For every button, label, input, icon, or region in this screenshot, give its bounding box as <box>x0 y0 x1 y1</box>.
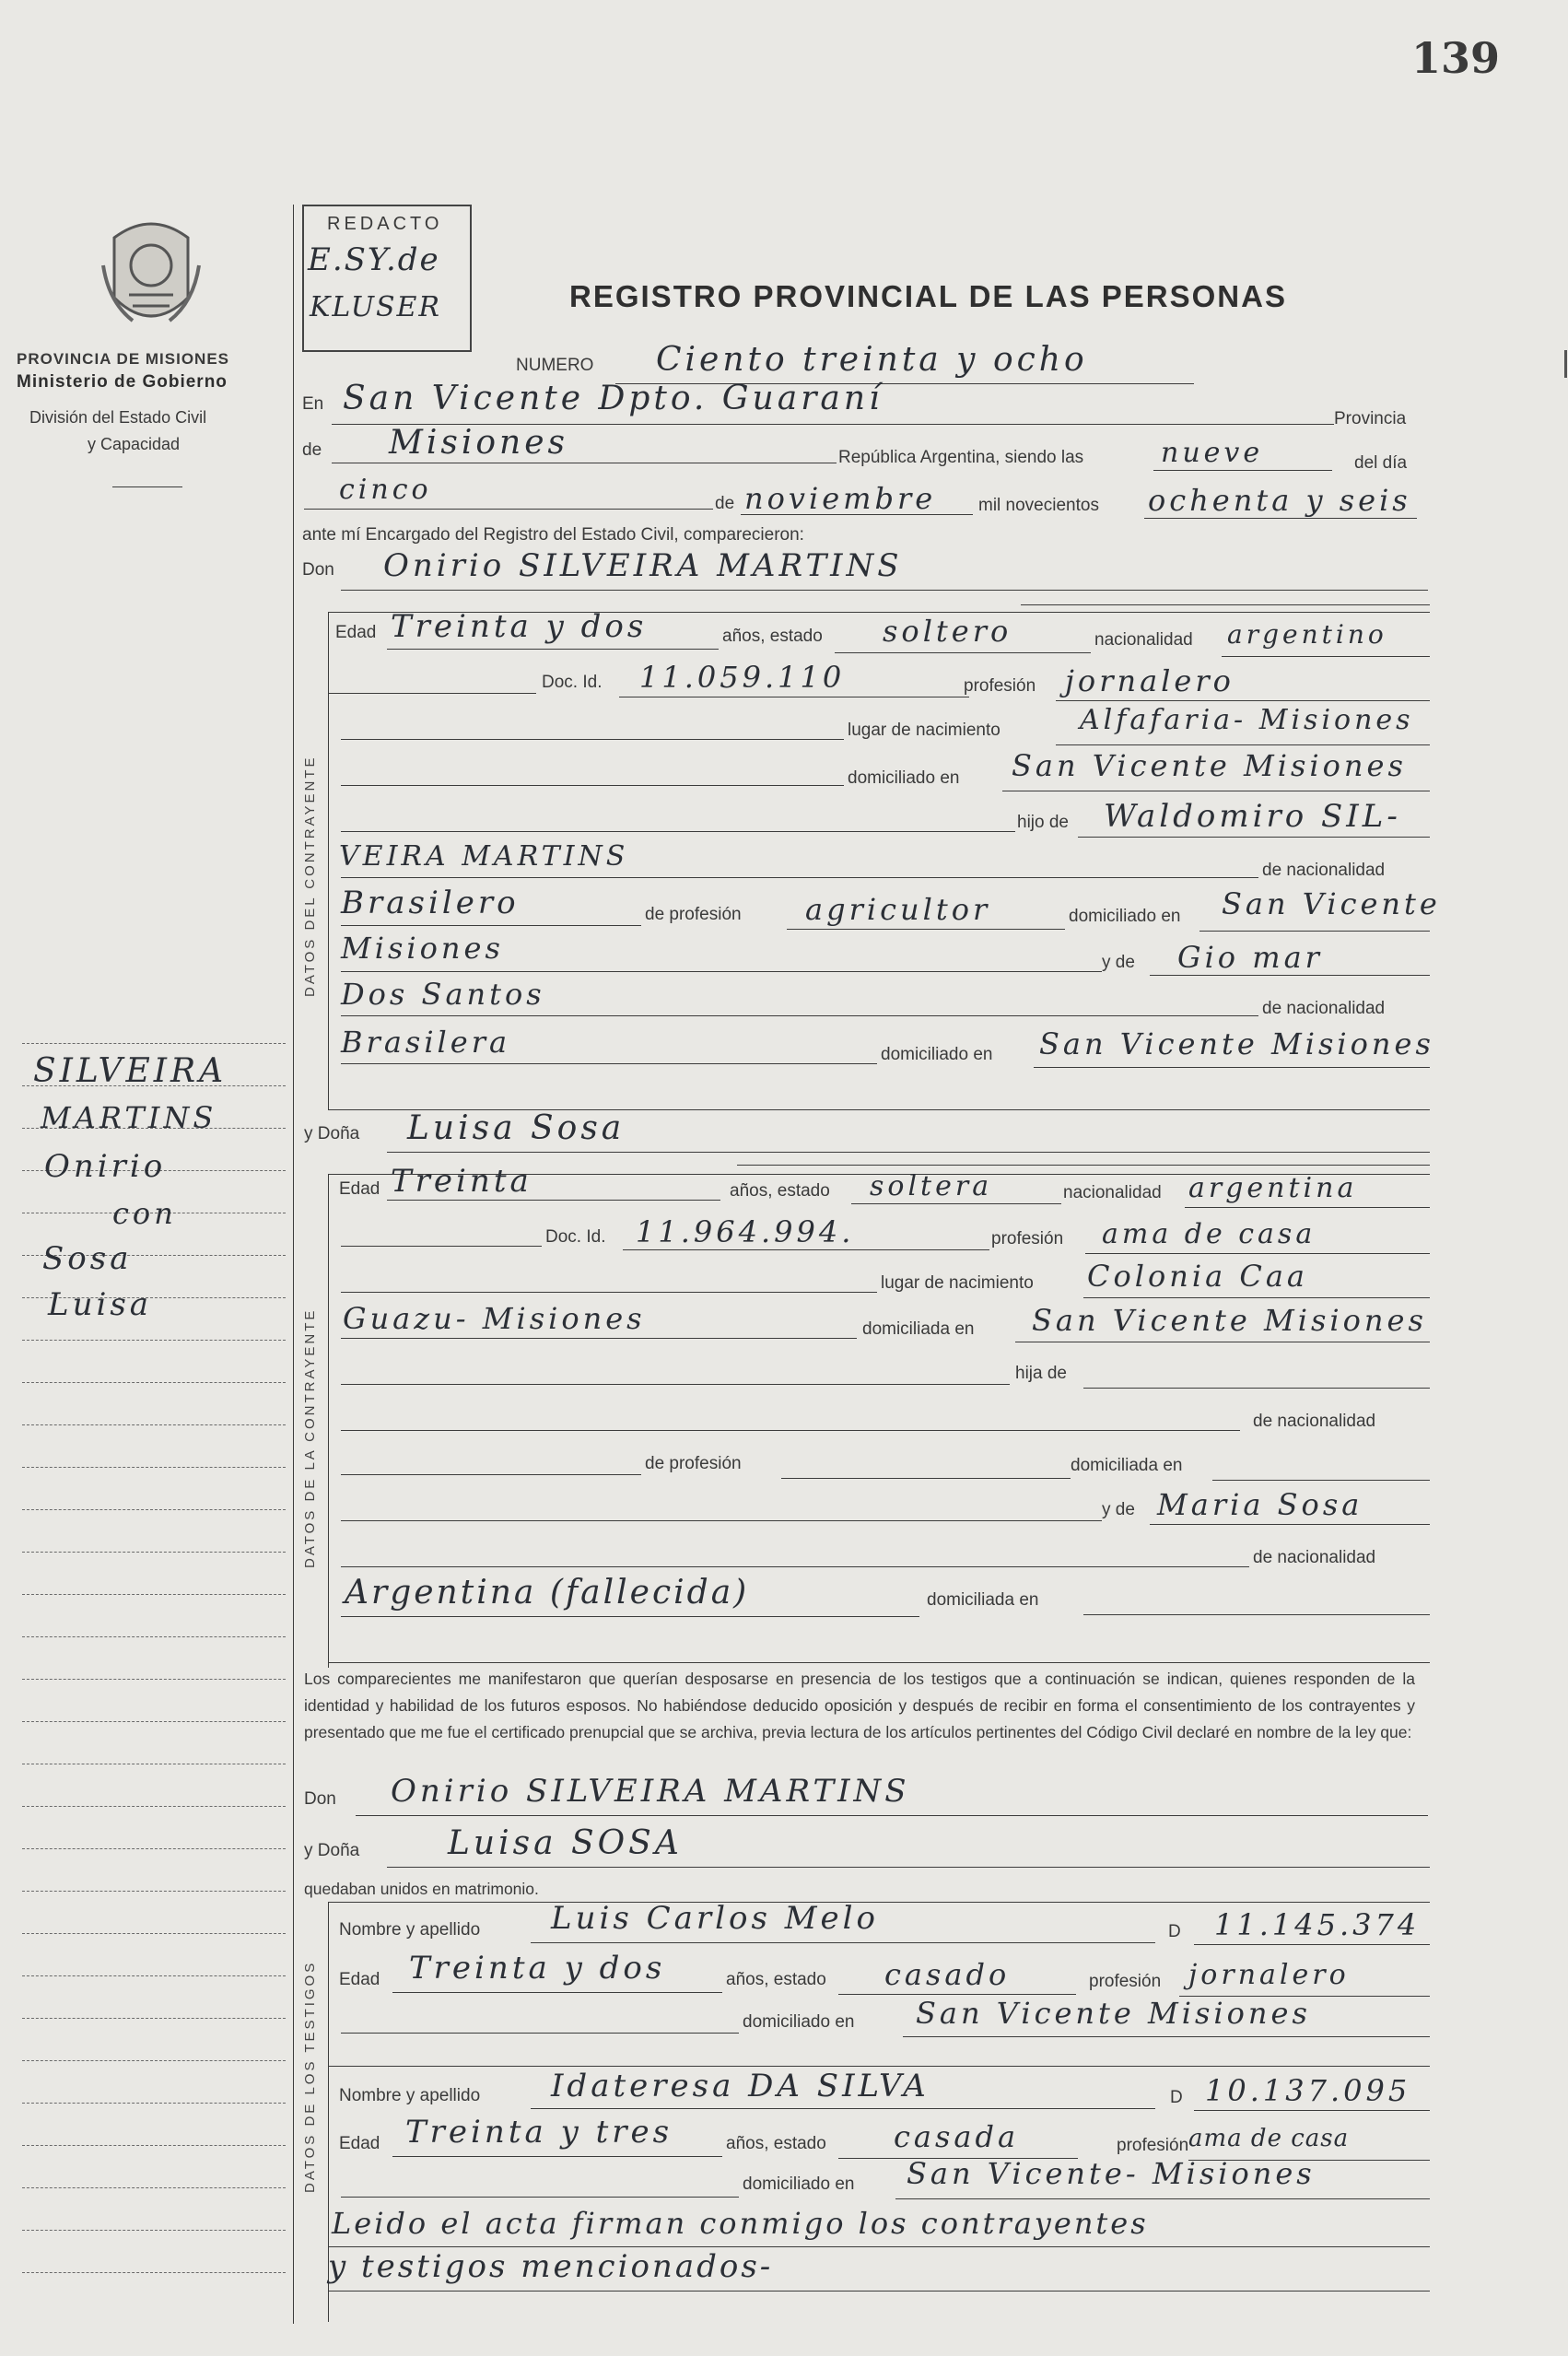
margin-note-5: Sosa <box>42 1240 133 1277</box>
label-republica: República Argentina, siendo las <box>838 448 1084 467</box>
label-mil: mil novecientos <box>978 496 1099 515</box>
hw-profesion: jornalero <box>1065 663 1235 698</box>
margin-rule <box>22 2060 286 2061</box>
hw-don: Onirio SILVEIRA MARTINS <box>383 547 903 584</box>
margin-rule <box>22 1594 286 1595</box>
label-edad-t: Edad <box>339 1970 380 1989</box>
label-de: de <box>302 440 322 460</box>
rule-padre-dom <box>1199 931 1430 932</box>
rule-hija2 <box>341 1430 1240 1431</box>
rule-edad-t2 <box>392 2156 722 2157</box>
label-edad-t2: Edad <box>339 2134 380 2153</box>
hw-madre-f-nac: Argentina (fallecida) <box>345 1574 750 1612</box>
hw-testigo2-doc: 10.137.095 <box>1205 2073 1411 2108</box>
label-anos-estado: años, estado <box>722 627 823 646</box>
province-line2: Ministerio de Gobierno <box>17 372 228 392</box>
hw-dona2: Luisa SOSA <box>448 1824 683 1862</box>
hw-edad: Treinta y dos <box>391 608 648 645</box>
margin-rule <box>22 1467 286 1468</box>
rule-hijo <box>1078 837 1430 838</box>
label-lugar-nac: lugar de nacimiento <box>848 721 1000 740</box>
rule-testigo2 <box>531 2108 1155 2109</box>
label-edad: Edad <box>335 623 377 642</box>
margin-rule <box>22 1679 286 1680</box>
margin-note-4: con <box>112 1196 177 1231</box>
rule-prof-f2 <box>781 1478 1071 1479</box>
province-line1: PROVINCIA DE MISIONES <box>17 350 230 368</box>
rule-dom-t <box>903 2036 1430 2037</box>
rule-edad-f <box>387 1200 720 1201</box>
rule-lugar-f-pre <box>341 1292 877 1293</box>
label-hija-de: hija de <box>1015 1364 1067 1383</box>
rule-dom-t2 <box>895 2198 1430 2199</box>
label-domiciliado-t: domiciliado en <box>743 2012 855 2032</box>
hw-anio: ochenta y seis <box>1148 483 1411 518</box>
province-line4: y Capacidad <box>88 435 181 453</box>
hw-dom-f: San Vicente Misiones <box>1032 1303 1427 1338</box>
rule-doc-pre <box>328 693 536 694</box>
contrayente-f-box-left <box>328 1174 329 1668</box>
label-de-nacionalidad-f: de nacionalidad <box>1253 1412 1376 1431</box>
rule-madre-f <box>1150 1524 1430 1525</box>
label-de-nacionalidad-f2: de nacionalidad <box>1253 1548 1376 1567</box>
rule-hija-pre <box>341 1384 1010 1385</box>
province-divider <box>112 486 182 487</box>
rule-padre-nac <box>341 925 641 926</box>
rule-hijo2 <box>341 877 1258 878</box>
label-profesion: profesión <box>964 676 1036 696</box>
margin-note-2: MARTINS <box>41 1100 217 1135</box>
hw-de: Misiones <box>389 424 569 462</box>
label-domiciliada: domiciliada en <box>862 1319 975 1339</box>
label-del-dia: del día <box>1354 453 1408 473</box>
rule-estado-f <box>851 1203 1061 1204</box>
label-d2: D <box>1170 2088 1183 2107</box>
label-hijo-de: hijo de <box>1017 813 1069 832</box>
rule-prof-f-pre <box>341 1474 641 1475</box>
margin-rule <box>22 1424 286 1425</box>
margin-rule <box>22 1975 286 1976</box>
redacto-line1: E.SY.de <box>308 241 440 278</box>
label-don2: Don <box>304 1789 336 1809</box>
label-don: Don <box>302 560 334 580</box>
rule-dom-f2 <box>1212 1480 1430 1481</box>
hw-madre-dom: San Vicente Misiones <box>1039 1026 1434 1061</box>
hw-hijo-de: Waldomiro SIL- <box>1104 798 1401 835</box>
label-datos-contrayente-f: DATOS DE LA CONTRAYENTE <box>302 1307 318 1568</box>
hw-testigo2-prof: ama de casa <box>1188 2125 1350 2152</box>
hw-testigo1-dom: San Vicente Misiones <box>916 1996 1311 2031</box>
rule-padre-prof <box>787 929 1065 930</box>
label-nacionalidad-f: nacionalidad <box>1063 1183 1162 1202</box>
label-domiciliado-t2: domiciliado en <box>743 2174 855 2194</box>
label-datos-contrayente: DATOS DEL CONTRAYENTE <box>302 755 318 997</box>
margin-rule <box>22 1382 286 1383</box>
hw-doc-f: 11.964.994. <box>636 1214 855 1249</box>
redacto-line2: KLUSER <box>310 291 442 323</box>
hw-testigo1-prof: jornalero <box>1188 1959 1350 1991</box>
rule-testigo2-doc <box>1194 2110 1430 2111</box>
hw-madre-nac: Brasilera <box>341 1025 511 1060</box>
document-title: REGISTRO PROVINCIAL DE LAS PERSONAS <box>569 279 1287 313</box>
label-de2: de <box>715 494 735 513</box>
margin-rule <box>22 2272 286 2273</box>
hw-hora: nueve <box>1161 437 1264 469</box>
label-y-dona: y Doña <box>304 1124 360 1143</box>
margin-rule <box>22 2230 286 2231</box>
label-de-nacionalidad: de nacionalidad <box>1262 861 1386 880</box>
rule-lugar-f2 <box>341 1338 857 1339</box>
hw-testigo1-doc: 11.145.374 <box>1214 1907 1421 1942</box>
rule-madre <box>1150 975 1430 976</box>
rule-don2 <box>1021 604 1430 605</box>
rule-dom-t-pre <box>341 2033 739 2034</box>
rule-yde-f-pre <box>341 1520 1102 1521</box>
margin-rule <box>22 2018 286 2019</box>
label-y-dona2: y Doña <box>304 1841 360 1860</box>
rule-dom-t2-pre <box>341 2197 739 2198</box>
label-de-profesion: de profesión <box>645 905 742 924</box>
page-number: 139 <box>1411 33 1501 83</box>
rule-testigo1 <box>531 1942 1155 1943</box>
rule-madre2 <box>341 1015 1258 1016</box>
rule-doc-f <box>623 1249 989 1250</box>
rule-don-final <box>356 1815 1428 1816</box>
hw-don2: Onirio SILVEIRA MARTINS <box>391 1773 910 1810</box>
label-anos-estado-t: años, estado <box>726 1970 826 1989</box>
rule-madre-f-nac <box>341 1616 919 1617</box>
rule-anio <box>1144 518 1417 519</box>
rule-estado <box>835 652 1091 653</box>
hw-numero: Ciento treinta y ocho <box>656 341 1088 379</box>
label-de-nacionalidad2: de nacionalidad <box>1262 999 1386 1018</box>
margin-rule <box>22 2103 286 2104</box>
margin-rule <box>22 1933 286 1934</box>
rule-hijo-pre <box>341 831 1015 832</box>
hw-estado-f: soltera <box>870 1170 993 1202</box>
hw-nacionalidad: argentino <box>1227 619 1387 650</box>
rule-cierre2 <box>328 2291 1430 2292</box>
margin-rule <box>22 1043 286 1044</box>
hw-testigo2-edad: Treinta y tres <box>405 2114 673 2151</box>
redacto-label: REDACTO <box>327 214 443 234</box>
label-anos-estado-f: años, estado <box>730 1181 830 1201</box>
hw-cierre2: y testigos mencionados- <box>328 2248 774 2285</box>
hw-testigo2: Idateresa DA SILVA <box>551 2068 930 2104</box>
label-nombre-apellido2: Nombre y apellido <box>339 2086 481 2105</box>
hw-lugar-f2: Guazu- Misiones <box>343 1301 646 1336</box>
hw-cierre1: Leido el acta firman conmigo los contrayentes <box>332 2206 1149 2241</box>
hw-mes: noviembre <box>744 481 937 516</box>
testigos-divider <box>328 2066 1430 2067</box>
hw-prof-f: ama de casa <box>1102 1218 1316 1250</box>
rule-padre-dom2 <box>341 971 1102 972</box>
hw-dia: cinco <box>339 474 432 506</box>
label-doc-f: Doc. Id. <box>545 1227 606 1247</box>
hw-madre2: Dos Santos <box>341 977 545 1012</box>
rule-madre-f2 <box>341 1566 1249 1567</box>
hw-padre-dom2: Misiones <box>341 931 504 966</box>
rule-edad <box>387 649 719 650</box>
label-doc: Doc. Id. <box>542 673 603 692</box>
rule-hija <box>1083 1388 1430 1389</box>
label-de-profesion-f: de profesión <box>645 1454 742 1473</box>
hw-doc: 11.059.110 <box>639 660 846 695</box>
hw-en: San Vicente Dpto. Guaraní <box>343 380 883 417</box>
coat-of-arms-emblem <box>96 210 206 344</box>
rule-dona-final <box>387 1867 1430 1868</box>
hw-testigo1: Luis Carlos Melo <box>551 1900 880 1937</box>
declaration-paragraph: Los comparecientes me manifestaron que querían desposarse en presencia de los testigos que a continuación se indican, quienes responden de la identidad y habilidad de los futuros esposos. No habiéndose deducido oposición y después de recibir en forma el consentimiento de los contrayentes y presentado que me fue el certificado prenupcial que se archiva, previa lectura de los artículos pertinentes del Código Civil declaré en nombre de la ley que: <box>304 1670 1415 1741</box>
hw-hijo-de2: VEIRA MARTINS <box>339 840 629 873</box>
hw-dona: Luisa Sosa <box>407 1109 626 1147</box>
margin-rule <box>22 1891 286 1892</box>
hw-testigo1-estado: casado <box>884 1957 1011 1992</box>
rule-profesion <box>1056 700 1430 701</box>
hw-edad-f: Treinta <box>391 1163 532 1200</box>
margin-rule <box>22 1636 286 1637</box>
margin-note-1: SILVEIRA <box>33 1052 228 1090</box>
label-domiciliado2: domiciliado en <box>1069 907 1181 926</box>
label-nacionalidad: nacionalidad <box>1094 630 1193 650</box>
label-nombre-apellido: Nombre y apellido <box>339 1920 481 1940</box>
label-ante: ante mí Encargado del Registro del Estado Civil, comparecieron: <box>302 525 804 545</box>
label-quedaban: quedaban unidos en matrimonio. <box>304 1880 539 1898</box>
rule-hora <box>1153 470 1332 471</box>
label-lugar-nac-f: lugar de nacimiento <box>881 1273 1034 1293</box>
label-edad-f: Edad <box>339 1179 380 1199</box>
label-datos-testigos: DATOS DE LOS TESTIGOS <box>302 1960 318 2193</box>
rule-doc-f-pre <box>341 1246 542 1247</box>
margin-note-3: Onirio <box>44 1148 167 1185</box>
hw-estado: soltero <box>883 614 1012 649</box>
rule-testigo1-doc <box>1194 1944 1430 1945</box>
rule-madre-nac <box>341 1063 877 1064</box>
label-profesion-t2: profesión <box>1117 2136 1189 2155</box>
label-domiciliado: domiciliado en <box>848 768 960 788</box>
rule-madre-dom <box>1034 1067 1430 1068</box>
label-d: D <box>1168 1922 1181 1941</box>
hw-lugar-nac: Alfafaria- Misiones <box>1080 704 1414 736</box>
hw-lugar-f: Colonia Caa <box>1087 1259 1308 1294</box>
margin-rule <box>22 1848 286 1849</box>
label-profesion-f: profesión <box>991 1229 1064 1248</box>
label-profesion-t: profesión <box>1089 1972 1162 1991</box>
label-en: En <box>302 394 324 414</box>
rule-nac-f <box>1185 1207 1430 1208</box>
margin-rule <box>22 2187 286 2188</box>
label-domiciliado3: domiciliado en <box>881 1045 993 1064</box>
label-y-de: y de <box>1102 953 1135 972</box>
hw-padre-dom: San Vicente <box>1222 886 1441 921</box>
rule-edad-t <box>392 1992 722 1993</box>
rule-madre-f-dom <box>1083 1614 1430 1615</box>
margin-rule <box>22 2145 286 2146</box>
rule-estado-t <box>838 1994 1076 1995</box>
rule-lugar <box>1056 744 1430 745</box>
margin-note-6: Luisa <box>48 1286 153 1323</box>
hw-testigo2-dom: San Vicente- Misiones <box>907 2156 1316 2191</box>
margin-rule <box>22 1340 286 1341</box>
hw-madre-f: Maria Sosa <box>1157 1487 1363 1522</box>
margin-rule <box>22 1552 286 1553</box>
hw-padre-prof: agricultor <box>805 892 991 927</box>
province-line3: División del Estado Civil <box>29 408 207 427</box>
rule-don <box>341 590 1428 591</box>
rule-dona <box>387 1152 1430 1153</box>
rule-prof-f <box>1085 1253 1430 1254</box>
hw-padre-nac: Brasilero <box>341 885 520 921</box>
label-domiciliada-f: domiciliada en <box>1071 1456 1183 1475</box>
label-y-de-f: y de <box>1102 1500 1135 1519</box>
rule-cierre1 <box>328 2246 1430 2247</box>
label-numero: NUMERO <box>516 356 594 375</box>
frame-left-border <box>293 205 294 2324</box>
rule-dona2 <box>737 1165 1430 1166</box>
hw-madre: Gio mar <box>1177 940 1323 975</box>
label-anos-estado-t2: años, estado <box>726 2134 826 2153</box>
contrayente-box-left <box>328 612 329 1109</box>
margin-rule <box>22 1509 286 1510</box>
label-domiciliada-f2: domiciliada en <box>927 1590 1039 1610</box>
hw-testigo2-estado: casada <box>894 2119 1020 2154</box>
rule-dia <box>304 509 713 510</box>
rule-nac <box>1222 656 1430 657</box>
right-edge-mark <box>1564 350 1567 378</box>
label-provincia: Provincia <box>1334 409 1407 428</box>
hw-nac-f: argentina <box>1188 1172 1358 1204</box>
rule-lugar-f <box>1083 1297 1430 1298</box>
rule-dom-pre <box>341 785 844 786</box>
contrayente-f-box-bottom <box>328 1662 1430 1663</box>
hw-testigo1-edad: Treinta y dos <box>409 1950 666 1987</box>
hw-domicilio: San Vicente Misiones <box>1012 748 1407 783</box>
margin-rule <box>22 1721 286 1722</box>
margin-rule <box>22 1806 286 1807</box>
rule-lugar-pre <box>341 739 844 740</box>
